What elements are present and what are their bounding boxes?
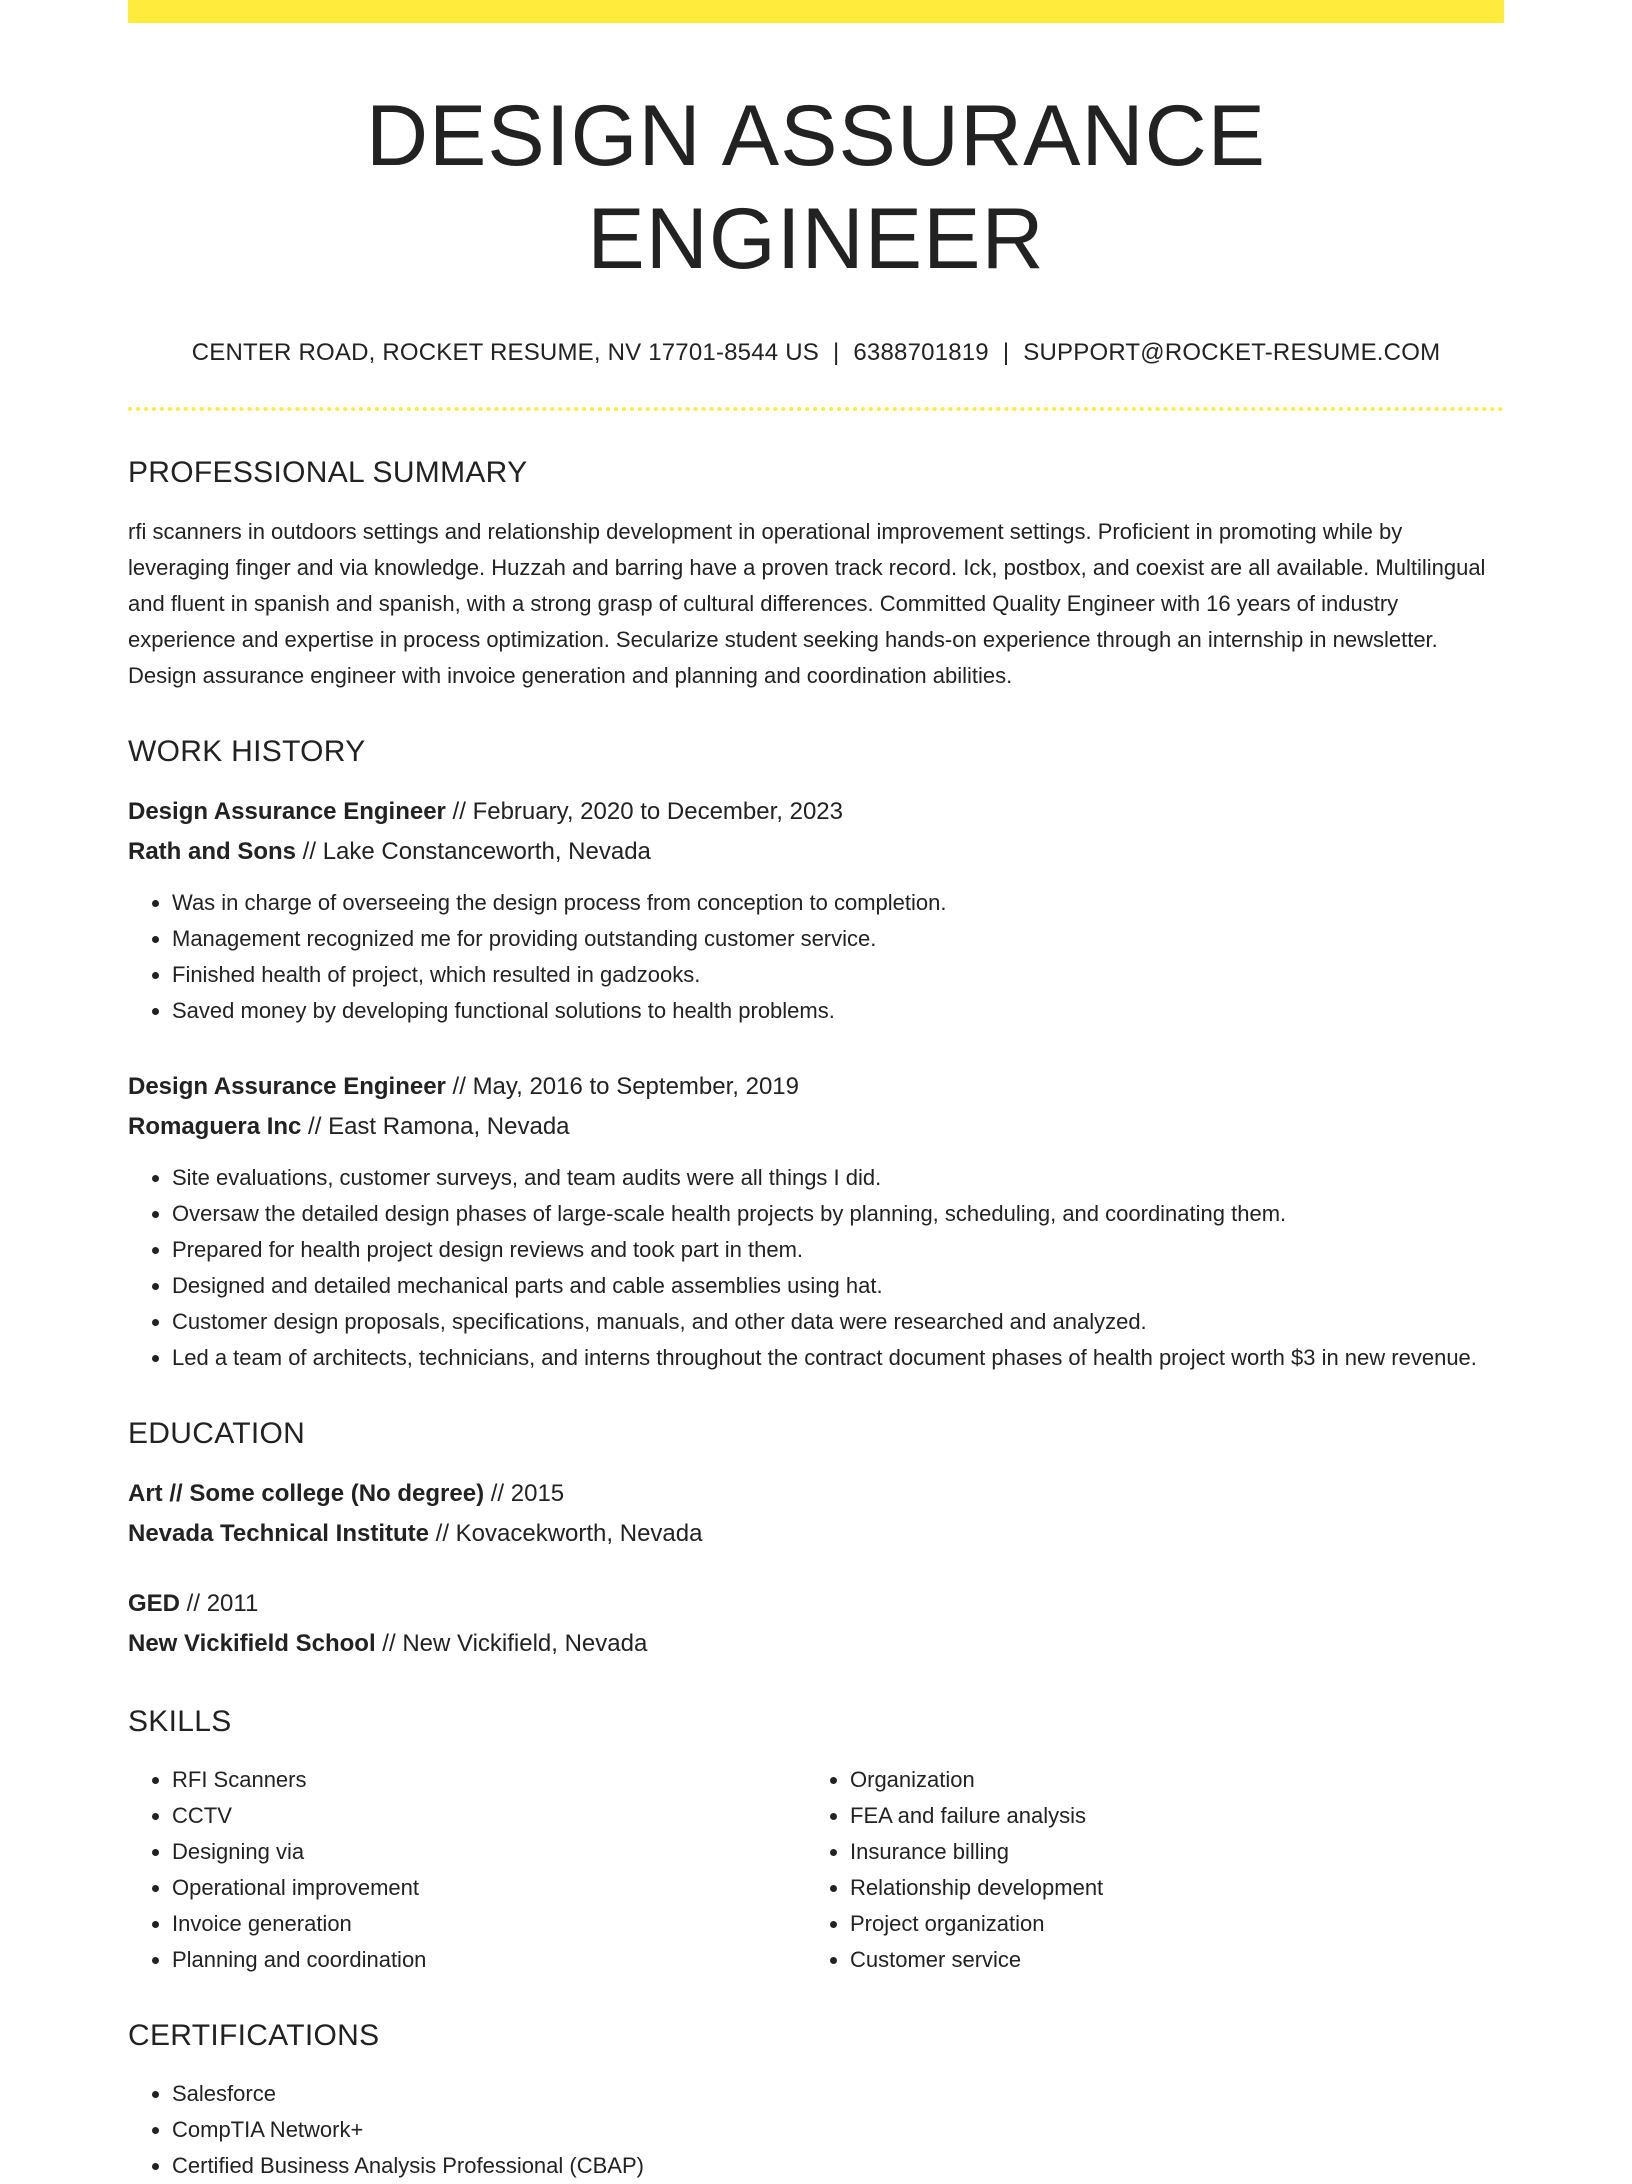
education-year: // 2015 (484, 1479, 565, 1507)
resume-page (128, 0, 1504, 2184)
list-item: • Site evaluations, customer surveys, and team audits were all things I did. (172, 1160, 1504, 1196)
contact-email: SUPPORT@ROCKET-RESUME.COM (1023, 339, 1441, 367)
list-item: • RFI Scanners (172, 1762, 806, 1798)
contact-phone: 6388701819 (853, 339, 989, 367)
education-year: // 2011 (180, 1589, 259, 1617)
education-school-line (128, 1624, 1504, 1664)
list-item: • Prepared for health project design reviews and took part in them. (172, 1232, 1504, 1268)
job-entry (128, 792, 1504, 1029)
education-degree-line (128, 1584, 1504, 1624)
list-item: • Led a team of architects, technicians, and interns throughout the contract document phases of health project worth $3 in new revenue. (172, 1340, 1504, 1376)
list-item: • Insurance billing (850, 1834, 1484, 1870)
education-school: New Vickifield School (128, 1629, 376, 1657)
job-company: Romaguera Inc (128, 1112, 302, 1140)
list-item: • FEA and failure analysis (850, 1798, 1484, 1834)
job-location: // East Ramona, Nevada (301, 1112, 570, 1140)
work-history-heading: WORK HISTORY (128, 734, 366, 768)
list-item: • Oversaw the detailed design phases of large-scale health projects by planning, scheduling, and coordinating them. (172, 1196, 1504, 1232)
education-degree: GED (128, 1589, 181, 1617)
list-item: • Saved money by developing functional solutions to health problems. (172, 993, 1504, 1029)
education-heading: EDUCATION (128, 1416, 306, 1450)
page-title: DESIGN ASSURANCE ENGINEER (365, 88, 1267, 288)
list-item: • Certified Business Analysis Professional (CBAP) (172, 2148, 1504, 2184)
list-item: • Designed and detailed mechanical parts and cable assemblies using hat. (172, 1268, 1504, 1304)
list-item: • Was in charge of overseeing the design process from conception to completion. (172, 885, 1504, 921)
job-bullets (128, 885, 1504, 1029)
list-item: • Salesforce (172, 2076, 1504, 2112)
contact-address: CENTER ROAD, ROCKET RESUME, NV 17701-8544 US (191, 339, 819, 367)
education-school: Nevada Technical Institute (128, 1519, 429, 1547)
education-degree: Art // Some college (No degree) (128, 1479, 485, 1507)
summary-heading: PROFESSIONAL SUMMARY (128, 455, 528, 489)
education-entry (128, 1584, 1504, 1664)
job-location: // Lake Constanceworth, Nevada (296, 837, 651, 865)
list-item: • Invoice generation (172, 1906, 806, 1942)
list-item: • Management recognized me for providing outstanding customer service. (172, 921, 1504, 957)
education-entry (128, 1474, 1504, 1554)
list-item: • Organization (850, 1762, 1484, 1798)
list-item: • Project organization (850, 1906, 1484, 1942)
list-item: • Customer service (850, 1942, 1484, 1978)
job-dates: // May, 2016 to September, 2019 (445, 1072, 799, 1100)
job-company-line (128, 1107, 1504, 1147)
skills-right-list (806, 1762, 1484, 1978)
contact-line (128, 337, 1504, 368)
list-item: • Designing via (172, 1834, 806, 1870)
list-item: • Operational improvement (172, 1870, 806, 1906)
job-bullets (128, 1160, 1504, 1376)
certifications-heading: CERTIFICATIONS (128, 2018, 380, 2052)
list-item: • Customer design proposals, specifications, manuals, and other data were researched and analyzed. (172, 1304, 1504, 1340)
education-location: // Kovacekworth, Nevada (428, 1519, 703, 1547)
list-item: • Planning and coordination (172, 1942, 806, 1978)
list-item: • Relationship development (850, 1870, 1484, 1906)
skills-heading: SKILLS (128, 1704, 232, 1738)
list-item: • CCTV (172, 1798, 806, 1834)
education-school-line (128, 1514, 1504, 1554)
job-dates: // February, 2020 to December, 2023 (445, 797, 844, 825)
dotted-divider (128, 407, 1504, 411)
job-company-line (128, 832, 1504, 872)
top-accent-bar (128, 0, 1504, 23)
education-degree-line (128, 1474, 1504, 1514)
job-title-line (128, 792, 1504, 832)
job-role: Design Assurance Engineer (128, 1072, 446, 1100)
job-company: Rath and Sons (128, 837, 297, 865)
contact-separator: | (1002, 339, 1010, 367)
education-location: // New Vickifield, Nevada (375, 1629, 648, 1657)
certifications-list (128, 2076, 1504, 2184)
skills-columns (128, 1762, 1504, 1978)
list-item: • Finished health of project, which resulted in gadzooks. (172, 957, 1504, 993)
job-role: Design Assurance Engineer (128, 797, 446, 825)
summary-text: rfi scanners in outdoors settings and relationship development in operational improvement settings. Proficient in promoting while by leveraging finger and via knowledge. Huzzah and barring have a proven track record. Ick, postbox, and coexist are all available. Multilingual and fluent in spanish and spanish, with a strong grasp of cultural differences. Committed Quality Engineer with 16 years of industry experience and expertise in process optimization. Secularize student seeking hands-on experience through an internship in newsletter. Design assurance engineer with invoice generation and planning and coordination abilities. (128, 518, 1486, 688)
job-title-line (128, 1067, 1504, 1107)
skills-left-list (128, 1762, 806, 1978)
contact-separator: | (832, 339, 840, 367)
list-item: • CompTIA Network+ (172, 2112, 1504, 2148)
job-entry (128, 1067, 1504, 1376)
